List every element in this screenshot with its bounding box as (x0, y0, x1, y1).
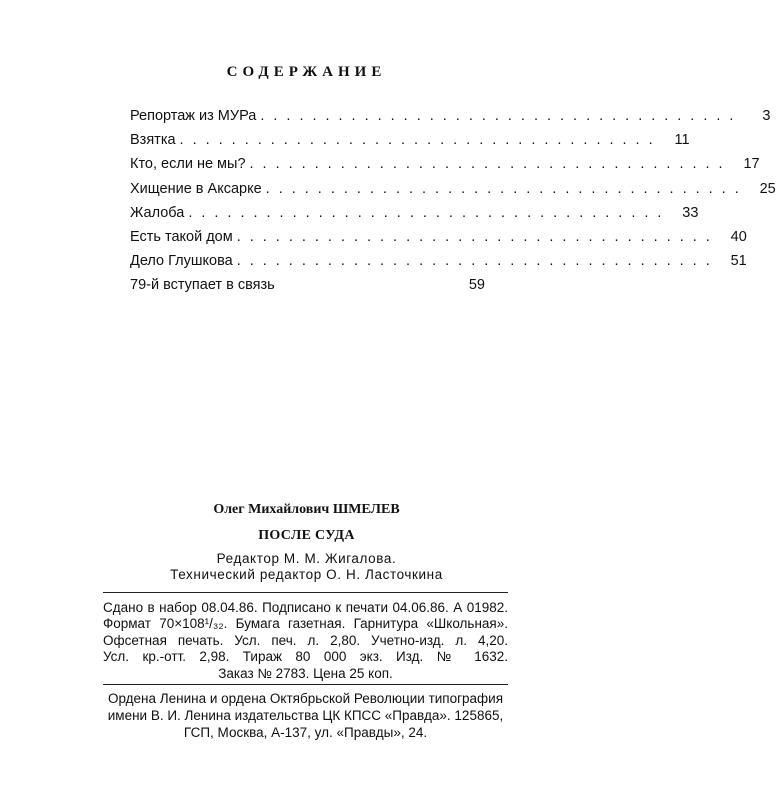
toc-leader-dots: ..................................... (260, 108, 743, 124)
imprint-line: Заказ № 2783. Цена 25 коп. (218, 665, 393, 681)
tech-editor-credit: Технический редактор О. Н. Ласточкина (170, 567, 443, 582)
book-title: ПОСЛЕ СУДА (258, 528, 355, 543)
toc-entry (130, 204, 699, 229)
toc-entry-page: 40 (730, 228, 747, 245)
toc-entry-title: 79-й вступает в связь (130, 277, 275, 294)
press-line: ГСП, Москва, А-137, ул. «Правды», 24. (183, 725, 428, 740)
toc-entry-title: Хищение в Аксарке (130, 180, 262, 197)
editor-credit: Редактор М. М. Жигалова. (216, 551, 397, 566)
toc-entry-title: Есть такой дом (130, 228, 233, 245)
toc-entry (130, 228, 747, 253)
toc-entry (130, 253, 747, 277)
toc-leader-dots: ..................................... (249, 156, 732, 173)
toc-leader-dots: ..................................... (265, 180, 748, 197)
toc-entry-title: Кто, если не мы? (130, 156, 246, 173)
author-name: Олег Михайлович ШМЕЛЕВ (213, 502, 400, 517)
toc-title: СОДЕРЖАНИЕ (226, 64, 387, 80)
table-of-contents (130, 108, 776, 302)
toc-entry-page: 33 (682, 204, 699, 221)
printing-house-info (103, 691, 508, 742)
publication-imprint (103, 600, 508, 682)
toc-entry (130, 180, 776, 205)
toc-entry (130, 108, 771, 132)
press-line: имени В. И. Ленина издательства ЦК КПСС «Правда». 125865, (107, 708, 504, 723)
toc-entry (130, 156, 760, 180)
toc-entry-page: 3 (762, 108, 771, 124)
toc-leader-dots: ..................................... (188, 204, 671, 221)
toc-leader-dots: ..................................... (236, 253, 719, 270)
toc-entry-page: 51 (730, 253, 747, 270)
divider (103, 684, 508, 685)
toc-entry (130, 132, 690, 156)
imprint-line: Усл. кр.-отт. 2,98. Тираж 80 000 экз. Изд. № 1632. (103, 649, 508, 665)
toc-entry-title: Взятка (130, 132, 176, 149)
toc-leader-dots: ..................................... (236, 228, 719, 245)
toc-entry-title: Репортаж из МУРа (130, 108, 257, 124)
divider (103, 592, 508, 593)
imprint-line: Сдано в набор 08.04.86. Подписано к печати 04.06.86. А 01982. (103, 600, 508, 615)
toc-entry-title: Дело Глушкова (130, 253, 233, 270)
toc-leader-dots: ..................................... (179, 132, 662, 149)
toc-entry-page: 17 (743, 156, 760, 173)
toc-entry-page: 11 (674, 132, 690, 149)
imprint-line: Формат 70×108¹/₃₂. Бумага газетная. Гарнитура «Школьная». (103, 616, 508, 632)
toc-entry-title: Жалоба (130, 204, 185, 221)
toc-entry-page: 25 (759, 180, 776, 197)
imprint-line: Офсетная печать. Усл. печ. л. 2,80. Учетно-изд. л. 4,20. (103, 632, 508, 648)
toc-entry (130, 277, 485, 301)
press-line: Ордена Ленина и ордена Октябрьской Революции типография (107, 691, 504, 706)
toc-entry-page: 59 (468, 277, 485, 294)
